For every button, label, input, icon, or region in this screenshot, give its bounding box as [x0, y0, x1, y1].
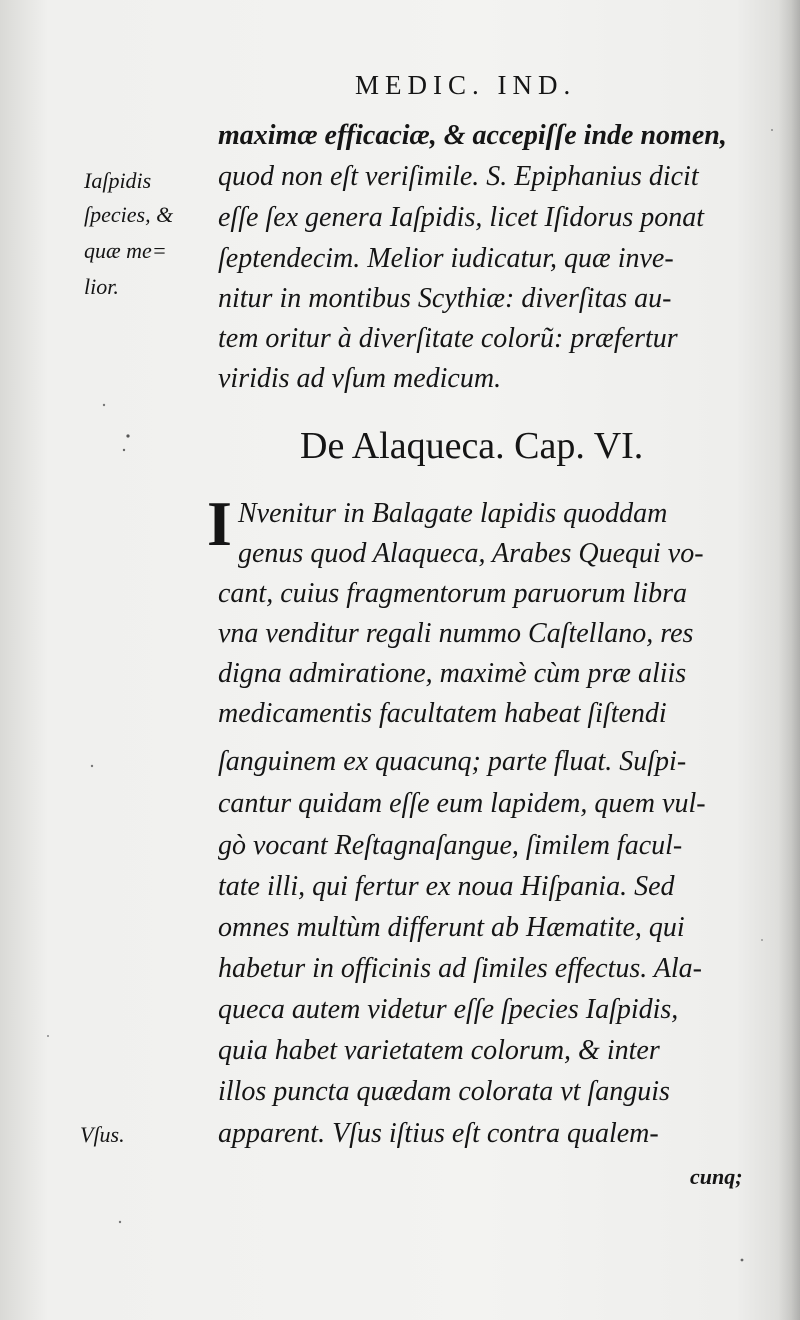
text-line: Nvenitur in Balagate lapidis quoddam: [238, 498, 668, 529]
text-line: illos puncta quædam colorata vt ſanguis: [218, 1076, 670, 1107]
text-line: eſſe ſex genera Iaſpidis, licet Iſidorus ponat: [218, 202, 705, 233]
chapter-heading: De Alaqueca. Cap. VI.: [300, 425, 644, 467]
margin-note-line: lior.: [84, 274, 119, 299]
text-line: viridis ad vſum medicum.: [218, 363, 502, 394]
text-line: ſanguinem ex quacunq; parte fluat. Suſpi-: [218, 746, 687, 777]
text-line: cant, cuius fragmentorum paruorum libra: [218, 578, 687, 609]
margin-note-line: quæ me=: [84, 238, 167, 263]
text-line: tate illi, qui fertur ex noua Hiſpania. Sed: [218, 871, 675, 902]
text-line: cantur quidam eſſe eum lapidem, quem vul-: [218, 788, 706, 819]
text-line: maximæ efficaciæ, & accepiſſe inde nomen,: [218, 120, 727, 151]
text-line: ſeptendecim. Melior iudicatur, quæ inve-: [218, 243, 674, 274]
margin-note-line: ſpecies, &: [84, 202, 174, 227]
text-line: omnes multùm differunt ab Hæmatite, qui: [218, 912, 685, 943]
text-line: gò vocant Reſtagnaſangue, ſimilem facul-: [218, 830, 683, 861]
text-line: vna venditur regali nummo Caſtellano, res: [218, 618, 694, 649]
margin-note-usus: Vſus.: [80, 1122, 125, 1147]
text-line: quod non eſt veriſimile. S. Epiphanius dicit: [218, 161, 699, 192]
text-line: apparent. Vſus iſtius eſt contra qualem-: [218, 1118, 659, 1149]
text-line: medicamentis facultatem habeat ſiſtendi: [218, 698, 667, 729]
text-line: digna admiratione, maximè cùm præ aliis: [218, 658, 687, 689]
text-line: tem oritur à diverſitate colorũ: præfertur: [218, 323, 678, 354]
text-line: genus quod Alaqueca, Arabes Quequi vo-: [238, 538, 704, 569]
text-line: nitur in montibus Scythiæ: diverſitas au-: [218, 283, 672, 314]
drop-cap: I: [207, 488, 232, 559]
text-line: quia habet varietatem colorum, & inter: [218, 1035, 660, 1066]
catchword: cunq;: [690, 1164, 743, 1189]
text-line: habetur in officinis ad ſimiles effectus. Ala-: [218, 953, 702, 984]
text-line: queca autem videtur eſſe ſpecies Iaſpidis,: [218, 994, 679, 1025]
running-header: MEDIC. IND.: [355, 70, 577, 100]
margin-note-line: Iaſpidis: [84, 168, 152, 193]
